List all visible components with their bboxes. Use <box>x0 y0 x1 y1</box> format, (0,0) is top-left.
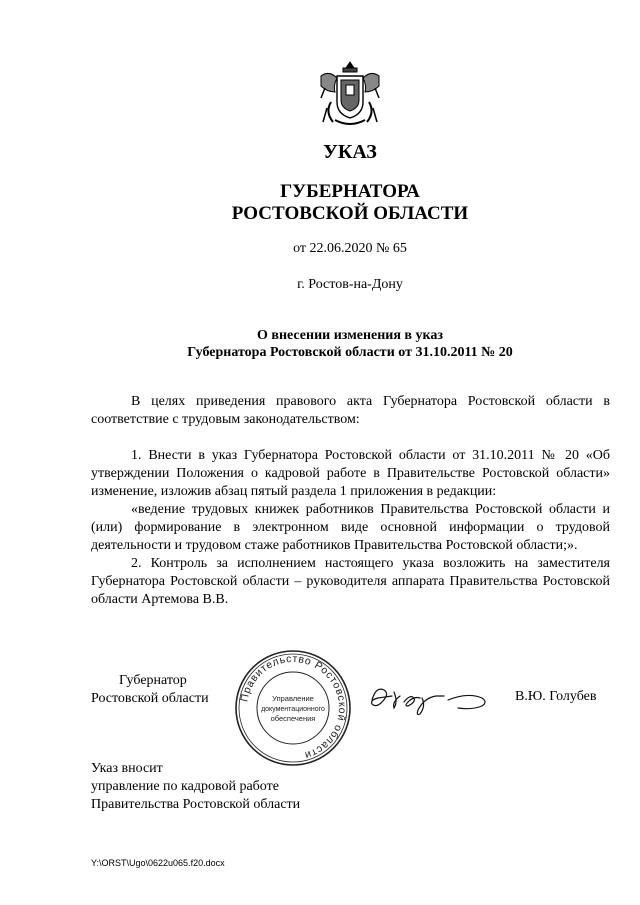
stamp-inner-line-1: Управление <box>272 694 314 703</box>
stamp-outer-text: Правительство Ростовской области <box>238 652 349 762</box>
preamble-text: В целях приведения правового акта Губернатора Ростовской области в соответствие с трудовым законодательством: <box>91 394 610 427</box>
issuer-line-2: РОСТОВСКОЙ ОБЛАСТИ <box>231 203 469 224</box>
position-line-1: Губернатор <box>119 673 187 688</box>
official-stamp <box>233 648 353 768</box>
date-number: от 22.06.2020 № 65 <box>293 241 407 256</box>
subject-line-2: Губернатора Ростовской области от 31.10.2011 № 20 <box>187 345 513 360</box>
stamp-inner-line-3: обеспечения <box>270 714 316 723</box>
signatory-name: В.Ю. Голубев <box>515 689 597 704</box>
signatory-position <box>91 672 209 708</box>
submitted-by-line-3: Правительства Ростовской области <box>91 797 301 812</box>
city: г. Ростов-на-Дону <box>297 277 403 292</box>
position-line-2: Ростовской области <box>91 691 209 706</box>
document-type: УКАЗ <box>323 141 377 163</box>
item-2: 2. Контроль за исполнением настоящего указа возложить на заместителя Губернатора Ростовской области – руководителя аппарата Правительства Ростовской области Артемова В.В. <box>91 556 610 607</box>
file-path: Y:\ORST\Ugo\0622u065.f20.docx <box>91 858 225 868</box>
item-1: 1. Внести в указ Губернатора Ростовской области от 31.10.2011 № 20 «Об утверждении Положения о кадровой работе в Правительстве Ростовской области» изменение, изложив абзац пятый раздела 1 приложения в редакции: <box>91 448 610 499</box>
submitted-by <box>91 760 300 814</box>
subject-line-1: О внесении изменения в указ <box>257 328 443 343</box>
submitted-by-line-2: управление по кадровой работе <box>91 779 279 794</box>
issuer-line-1: ГУБЕРНАТОРА <box>280 181 420 202</box>
body-preamble <box>91 393 610 429</box>
body-items <box>91 447 610 609</box>
stamp-inner-line-2: документационного <box>261 706 325 713</box>
handwritten-signature <box>364 678 494 718</box>
item-1-quote: «ведение трудовых книжек работников Правительства Ростовской области и (или) формирование в электронном виде основной информации о трудовой деятельности и трудовом стаже работников Правительства Ростовской области;». <box>91 502 610 553</box>
coat-of-arms-emblem <box>313 58 387 132</box>
submitted-by-line-1: Указ вносит <box>91 761 163 776</box>
